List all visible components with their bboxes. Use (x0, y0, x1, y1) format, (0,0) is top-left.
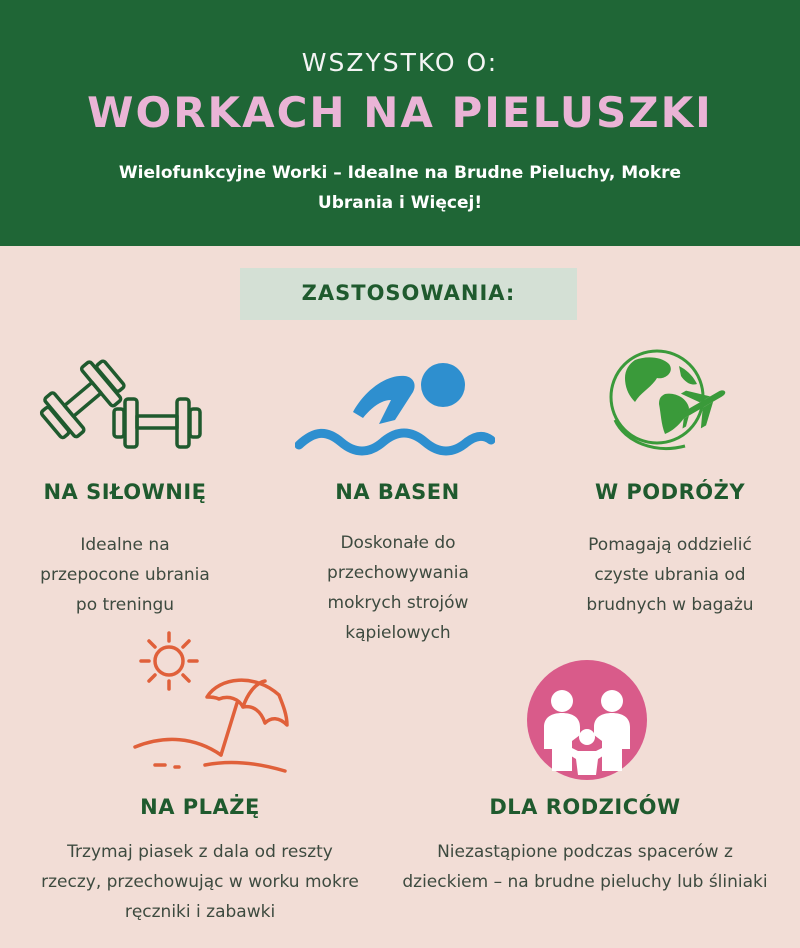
use-description: Pomagają oddzielić czyste ubrania od brudnych w bagażu (586, 535, 754, 615)
use-card-travel (540, 340, 800, 630)
beach-umbrella-icon (115, 625, 315, 785)
use-card-gym (0, 340, 250, 630)
header-banner (0, 0, 800, 246)
use-title: DLA RODZICÓW (489, 795, 681, 819)
use-title: NA SIŁOWNIĘ (43, 480, 207, 504)
use-description: Doskonałe do przechowywania mokrych strojów kąpielowych (327, 533, 469, 643)
globe-plane-icon (595, 342, 735, 462)
use-card-parents (400, 625, 770, 925)
use-description: Idealne na przepocone ubrania po treningu (40, 535, 210, 615)
use-description: Trzymaj piasek z dala od reszty rzeczy, przechowując w worku mokre ręczniki i zabawki (41, 842, 359, 922)
dumbbell-icon (32, 345, 222, 455)
section-label: ZASTOSOWANIA: (301, 281, 516, 305)
pre-title: WSZYSTKO O: (301, 48, 499, 77)
use-title: NA PLAŻĘ (140, 795, 260, 819)
use-title: NA BASEN (335, 480, 460, 504)
use-title: W PODRÓŻY (594, 480, 746, 504)
page-title: WORKACH NA PIELUSZKI (87, 88, 713, 137)
use-card-beach (30, 625, 370, 925)
family-icon (522, 655, 652, 785)
page-subtitle: Wielofunkcyjne Worki – Idealne na Brudne Pieluchy, Mokre Ubrania i Więcej! (118, 163, 682, 213)
section-header (240, 268, 577, 320)
use-card-pool (270, 340, 525, 643)
use-description: Niezastąpione podczas spacerów z dzieckiem – na brudne pieluchy lub śliniaki (402, 842, 768, 892)
swimmer-icon (295, 350, 495, 460)
